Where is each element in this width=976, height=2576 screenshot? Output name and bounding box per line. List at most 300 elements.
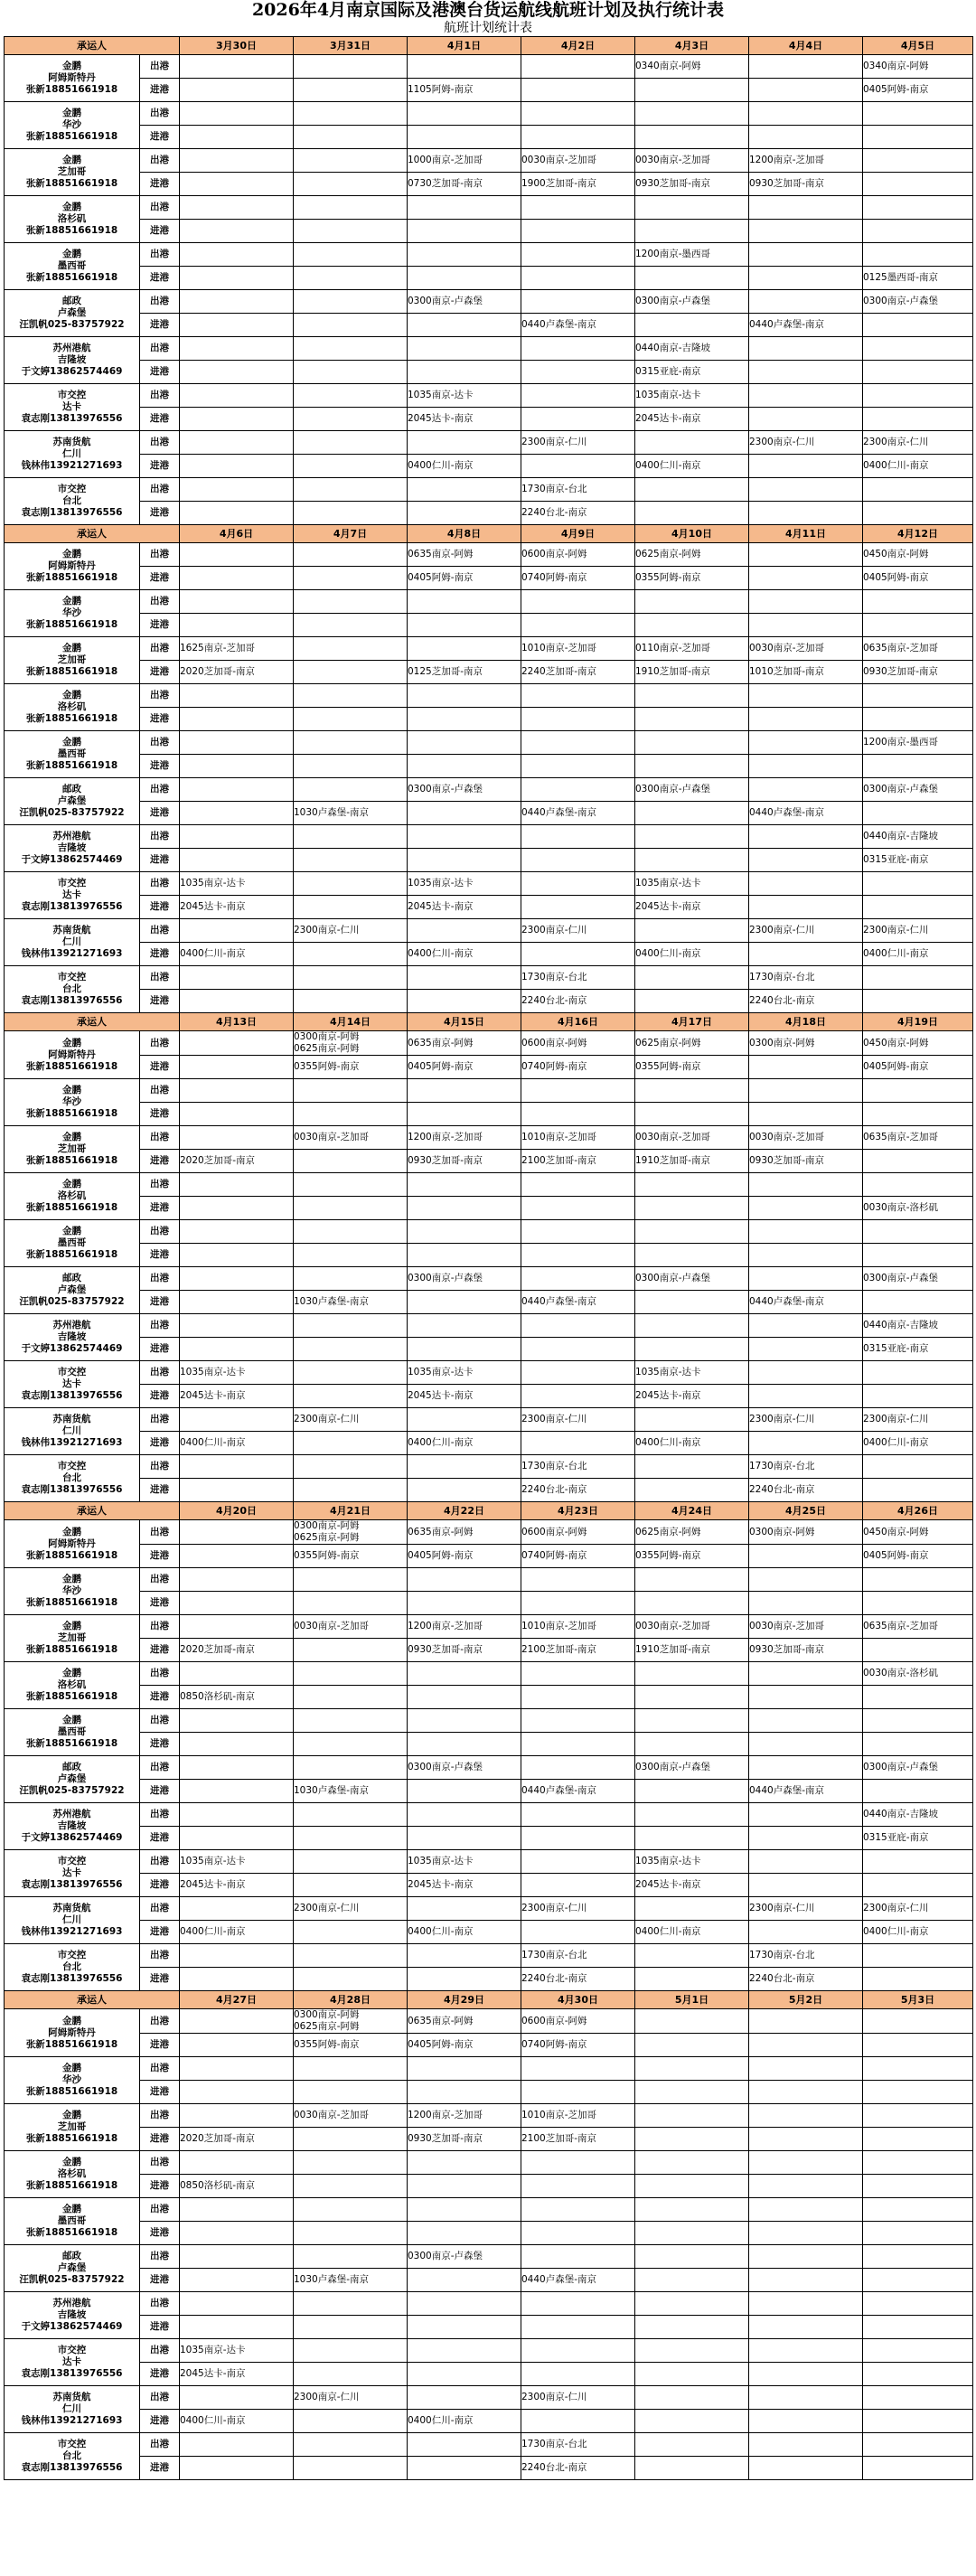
flight-cell [521,267,635,290]
carrier-line: 市交控 [57,878,87,888]
flight-cell [294,802,408,825]
carrier-line: 卢森堡 [57,1284,87,1295]
carrier-line: 市交控 [57,1367,87,1377]
carrier-line: 达卡 [62,401,81,412]
flight-cell [635,1455,749,1479]
flight-cell [180,196,294,220]
flight-cell [521,1173,635,1197]
flight-entry: 0400仁川-南京 [635,460,701,471]
flight-cell [408,896,521,919]
flight-cell [749,1944,863,1968]
carrier-line: 洛杉矶 [57,1679,87,1690]
direction-cell: 进港 [140,1686,180,1709]
flight-cell [749,2457,863,2480]
carrier-line: 袁志刚13813976556 [21,507,123,518]
direction-cell: 进港 [140,408,180,431]
carrier-line: 钱林伟13921271693 [21,2415,123,2426]
flight-cell [294,1291,408,1314]
flight-cell [749,102,863,126]
flight-cell [180,2222,294,2245]
flight-cell [749,79,863,102]
flight-entry: 0405阿姆-南京 [408,2039,474,2050]
flight-cell [749,1361,863,1385]
flight-cell [408,849,521,872]
direction-cell: 进港 [140,567,180,590]
carrier-cell [5,290,140,337]
flight-entry: 0635南京-阿姆 [408,2015,474,2026]
flight-cell [521,802,635,825]
carrier-cell [5,872,140,919]
flight-entry: 1035南京-达卡 [635,1856,701,1866]
flight-entry: 0740阿姆-南京 [521,572,587,583]
flight-entry: 0355阿姆-南京 [294,1550,360,1561]
flight-cell [408,1173,521,1197]
flight-cell [635,1150,749,1173]
date-header: 4月13日 [180,1013,294,1031]
flight-cell [180,2104,294,2128]
flight-cell [863,1733,973,1756]
flight-cell [521,102,635,126]
carrier-line: 墨西哥 [57,1237,87,1248]
flight-cell [863,637,973,661]
table-row [5,1432,973,1455]
flight-cell [749,2269,863,2292]
direction-cell: 出港 [140,2104,180,2128]
table-row [5,1733,973,1756]
table-row [5,384,973,408]
flight-cell [521,1126,635,1150]
flight-cell [294,2363,408,2386]
carrier-line: 金鹏 [62,643,81,653]
flight-entry: 0400仁川-南京 [863,1926,929,1937]
flight-cell [635,502,749,525]
flight-entry: 1010南京-芝加哥 [521,643,597,653]
flight-cell [749,2034,863,2057]
direction-cell: 进港 [140,896,180,919]
flight-cell [749,1662,863,1686]
flight-cell [180,966,294,990]
flight-cell [521,149,635,173]
flight-cell [863,919,973,943]
flight-cell [863,196,973,220]
flight-cell [863,661,973,684]
flight-cell [635,1103,749,1126]
flight-cell [635,196,749,220]
flight-cell [635,126,749,149]
carrier-line: 金鹏 [62,2204,81,2214]
flight-cell [408,590,521,614]
flight-cell [180,1639,294,1662]
flight-cell [294,2410,408,2433]
flight-cell [635,1031,749,1056]
carrier-cell [5,2009,140,2057]
flight-cell [294,1850,408,1874]
flight-cell [180,919,294,943]
direction-cell: 出港 [140,2057,180,2081]
carrier-cell [5,919,140,966]
flight-entry: 2300南京-仁川 [749,1903,815,1913]
flight-cell [635,2316,749,2339]
flight-cell [863,1126,973,1150]
flight-entry: 0030南京-洛杉矶 [863,1668,939,1678]
flight-cell [408,1126,521,1150]
date-header: 5月3日 [863,1991,973,2009]
flight-entry: 0405阿姆-南京 [863,572,929,583]
flight-cell [180,1592,294,1615]
flight-cell [863,2057,973,2081]
flight-entry: 2100芝加哥-南京 [521,1155,597,1166]
flight-cell [294,1615,408,1639]
flight-cell [863,1056,973,1079]
flight-entry: 2300南京-仁川 [863,1414,929,1424]
table-row [5,708,973,731]
flight-cell [521,1479,635,1502]
flight-cell [635,1079,749,1103]
carrier-cell [5,1850,140,1897]
direction-cell: 出港 [140,431,180,455]
carrier-line: 阿姆斯特丹 [48,1048,96,1060]
carrier-cell [5,2386,140,2433]
flight-cell [635,1361,749,1385]
flight-cell [863,1103,973,1126]
flight-cell [294,1709,408,1733]
table-row [5,2339,973,2363]
flight-cell [863,2292,973,2316]
flight-entry: 0740阿姆-南京 [521,1550,587,1561]
flight-cell [180,2433,294,2457]
flight-cell [863,1968,973,1991]
flight-entry: 0030南京-芝加哥 [749,1621,825,1631]
direction-cell: 进港 [140,943,180,966]
flight-cell [408,2034,521,2057]
flight-entry: 0635南京-芝加哥 [863,1132,939,1142]
flight-entry: 1035南京-达卡 [635,878,701,888]
flight-cell [180,2316,294,2339]
flight-cell [521,990,635,1013]
flight-entry: 0300南京-卢森堡 [635,784,711,794]
flight-entry: 0740阿姆-南京 [521,1061,587,1072]
flight-cell [408,2057,521,2081]
flight-cell [635,2386,749,2410]
flight-cell [294,55,408,79]
flight-entry: 0300南京-阿姆 [294,1031,360,1042]
flight-cell [294,1921,408,1944]
table-row [5,637,973,661]
direction-cell: 出港 [140,966,180,990]
flight-cell [180,1756,294,1780]
carrier-line: 市交控 [57,2345,87,2355]
flight-cell [521,1780,635,1803]
table-row [5,1709,973,1733]
flight-entry: 0850洛杉矶-南京 [180,2180,256,2191]
table-row [5,2222,973,2245]
carrier-line: 金鹏 [62,2015,81,2026]
flight-cell [408,614,521,637]
flight-cell [294,173,408,196]
flight-cell [521,872,635,896]
flight-cell [408,1709,521,1733]
carrier-line: 金鹏 [62,61,81,71]
table-row [5,431,973,455]
direction-cell: 进港 [140,1874,180,1897]
flight-cell [635,1291,749,1314]
flight-entry: 0930芝加哥-南京 [408,1155,483,1166]
flight-cell [863,1173,973,1197]
flight-entry: 0300南京-卢森堡 [863,296,939,306]
flight-cell [408,384,521,408]
direction-cell: 出港 [140,1455,180,1479]
flight-cell [863,825,973,849]
flight-cell [408,825,521,849]
flight-entry: 0405阿姆-南京 [863,84,929,95]
flight-cell [521,2175,635,2198]
flight-cell [521,1827,635,1850]
carrier-cell [5,966,140,1013]
flight-cell [521,637,635,661]
flight-cell [408,966,521,990]
flight-cell [408,1780,521,1803]
direction-cell: 出港 [140,543,180,567]
flight-cell [635,1432,749,1455]
page-title: 2026年4月南京国际及港澳台货运航线航班计划及执行统计表 [251,0,725,20]
flight-cell [408,1968,521,1991]
flight-entry: 0400仁川-南京 [180,1926,246,1937]
table-row [5,314,973,337]
carrier-line: 苏州港航 [52,1320,91,1330]
flight-cell [749,1385,863,1408]
flight-entry: 0600南京-阿姆 [521,1526,587,1537]
flight-cell [294,1520,408,1545]
flight-cell [408,1291,521,1314]
carrier-cell [5,731,140,778]
flight-entry: 0400仁川-南京 [863,460,929,471]
flight-cell [635,966,749,990]
flight-cell [294,2034,408,2057]
flight-cell [749,2175,863,2198]
flight-cell [863,314,973,337]
flight-cell [180,267,294,290]
date-header: 4月3日 [635,37,749,55]
carrier-line: 墨西哥 [57,260,87,271]
table-row [5,2269,973,2292]
flight-cell [863,2433,973,2457]
flight-entry: 0930芝加哥-南京 [408,1644,483,1655]
flight-entry: 1030卢森堡-南京 [294,807,370,818]
flight-cell [749,1220,863,1244]
flight-cell [180,778,294,802]
flight-entry: 2300南京-仁川 [749,437,815,447]
direction-cell: 出港 [140,1031,180,1056]
carrier-line: 苏南货航 [52,437,91,447]
flight-cell [180,1662,294,1686]
direction-cell: 进港 [140,1479,180,1502]
table-row [5,825,973,849]
direction-cell: 出港 [140,196,180,220]
flight-cell [635,173,749,196]
direction-cell: 出港 [140,149,180,173]
carrier-line: 张新18851661918 [25,1691,118,1702]
table-row [5,1126,973,1150]
flight-cell [863,2245,973,2269]
flight-cell [749,2316,863,2339]
table-row [5,102,973,126]
flight-entry: 0400仁川-南京 [408,1926,474,1937]
flight-cell [294,1545,408,1568]
flight-cell [294,1314,408,1338]
flight-cell [521,2081,635,2104]
flight-cell [180,2269,294,2292]
flight-entry: 0300南京-卢森堡 [635,1762,711,1772]
flight-cell [294,1968,408,1991]
flight-cell [521,2245,635,2269]
flight-cell [749,543,863,567]
flight-cell [749,2363,863,2386]
carrier-line: 吉隆坡 [57,1331,87,1342]
flight-cell [863,126,973,149]
flight-cell [863,872,973,896]
flight-cell [863,1921,973,1944]
carrier-line: 金鹏 [62,2157,81,2167]
date-header: 4月7日 [294,525,408,543]
flight-cell [408,1545,521,1568]
flight-cell [294,825,408,849]
flight-cell [863,1874,973,1897]
flight-cell [294,1479,408,1502]
carrier-cell [5,1314,140,1361]
flight-cell [408,1897,521,1921]
table-row [5,567,973,590]
flight-entry: 1730南京-台北 [749,972,815,982]
table-row [5,614,973,637]
flight-cell [749,1126,863,1150]
carrier-line: 张新18851661918 [25,1155,118,1166]
flight-cell [863,755,973,778]
flight-cell [635,79,749,102]
direction-cell: 进港 [140,2034,180,2057]
flight-cell [294,849,408,872]
flight-cell [180,990,294,1013]
flight-cell [635,2198,749,2222]
flight-cell [294,1874,408,1897]
flight-cell [635,149,749,173]
carrier-line: 汪凯帆025-83757922 [19,2274,125,2285]
flight-cell [408,314,521,337]
flight-cell [635,455,749,478]
flight-cell [863,708,973,731]
flight-cell [180,102,294,126]
table-row [5,55,973,79]
flight-cell [749,126,863,149]
direction-cell: 出港 [140,2292,180,2316]
flight-entry: 0340南京-阿姆 [863,61,929,71]
carrier-line: 张新18851661918 [25,1644,118,1655]
date-header: 4月15日 [408,1013,521,1031]
direction-cell: 进港 [140,708,180,731]
table-row [5,455,973,478]
flight-cell [294,1455,408,1479]
flight-cell [863,431,973,455]
flight-cell [521,1615,635,1639]
flight-entry: 0300南京-阿姆 [749,1526,815,1537]
flight-cell [749,896,863,919]
flight-cell [294,384,408,408]
flight-cell [408,1197,521,1220]
flight-cell [863,684,973,708]
flight-cell [749,1150,863,1173]
flight-cell [180,896,294,919]
flight-cell [180,55,294,79]
flight-cell [521,1520,635,1545]
direction-cell: 进港 [140,2316,180,2339]
flight-cell [749,267,863,290]
table-row [5,1479,973,1502]
flight-cell [294,966,408,990]
carrier-line: 苏南货航 [52,925,91,935]
flight-cell [749,966,863,990]
table-row [5,2292,973,2316]
flight-cell [408,802,521,825]
flight-cell [180,126,294,149]
flight-cell [635,1197,749,1220]
flight-cell [408,2104,521,2128]
flight-cell [180,1361,294,1385]
table-row [5,243,973,267]
flight-entry: 0300南京-卢森堡 [408,296,483,306]
direction-cell: 进港 [140,2457,180,2480]
flight-entry: 0355阿姆-南京 [635,1550,701,1561]
flight-cell [635,1408,749,1432]
carrier-line: 金鹏 [62,1574,81,1584]
carrier-line: 吉隆坡 [57,354,87,365]
flight-cell [863,1291,973,1314]
carrier-header: 承运人 [5,1502,180,1520]
flight-cell [408,755,521,778]
flight-cell [408,1267,521,1291]
date-header: 4月8日 [408,525,521,543]
flight-cell [180,755,294,778]
flight-cell [294,314,408,337]
flight-cell [408,1921,521,1944]
flight-cell [521,478,635,502]
flight-cell [749,872,863,896]
flight-cell [180,849,294,872]
flight-cell [635,2457,749,2480]
carrier-line: 华沙 [62,119,81,130]
flight-cell [521,2457,635,2480]
table-row [5,2104,973,2128]
flight-cell [749,1267,863,1291]
flight-entry: 0635南京-芝加哥 [863,643,939,653]
flight-entry: 0400仁川-南京 [408,948,474,959]
flight-entry: 1035南京-达卡 [635,390,701,400]
flight-cell [521,825,635,849]
flight-entry: 0930芝加哥-南京 [749,178,825,189]
flight-cell [408,1361,521,1385]
flight-entry: 2045达卡-南京 [635,413,701,424]
flight-cell [635,943,749,966]
date-header: 4月4日 [749,37,863,55]
carrier-line: 张新18851661918 [25,619,118,630]
direction-cell: 进港 [140,220,180,243]
carrier-line: 于文婷13862574469 [21,1832,123,1843]
flight-cell [635,408,749,431]
flight-cell [521,2034,635,2057]
flight-cell [635,896,749,919]
flight-entry: 0625南京-阿姆 [294,2021,360,2032]
flight-cell [863,2081,973,2104]
flight-entry: 0740阿姆-南京 [521,2039,587,2050]
flight-cell [180,1568,294,1592]
